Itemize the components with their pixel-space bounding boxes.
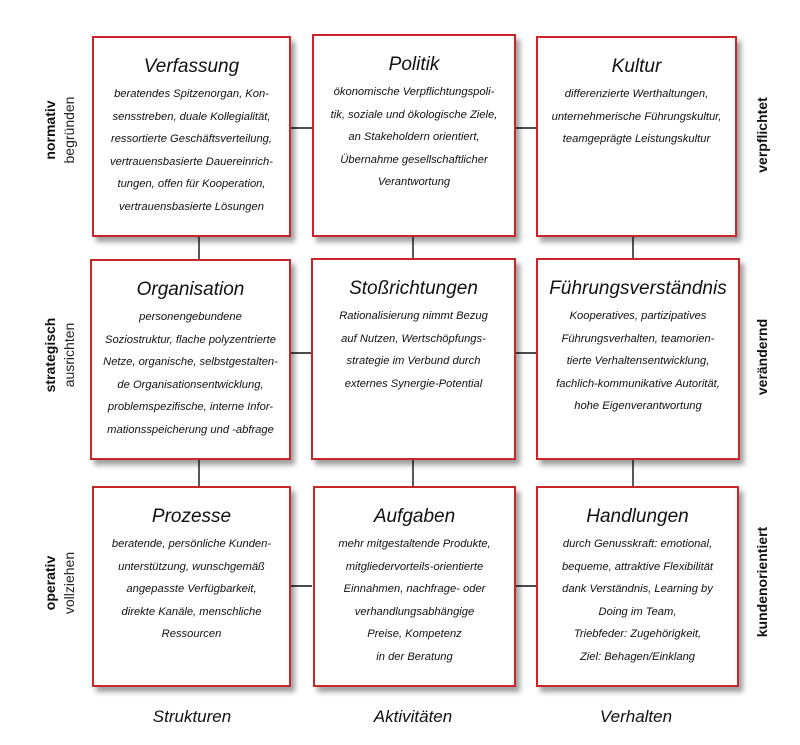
cell-handlungen <box>536 486 739 687</box>
cell-title: Kultur <box>611 56 662 77</box>
cell-line: dank Verständnis, Learning by <box>562 583 713 595</box>
cell-line: Preise, Kompetenz <box>367 628 462 640</box>
cell-line: Einnahmen, nachfrage- oder <box>343 583 486 595</box>
cell-line: tik, soziale und ökologische Ziele, <box>330 108 498 121</box>
cell-title: Prozesse <box>151 506 232 527</box>
cell-line: auf Nutzen, Wertschöpfungs- <box>341 332 486 345</box>
cell-line: externes Synergie-Potential <box>344 377 483 390</box>
cell-body <box>538 533 737 668</box>
cell-body <box>94 533 289 646</box>
row-label-main: operativ <box>42 555 58 611</box>
cell-line: an Stakeholdern orientiert, <box>348 131 480 143</box>
cell-title: Stoßrichtungen <box>349 278 478 299</box>
cell-line: Übernahme gesellschaftlicher <box>340 153 488 166</box>
cell-line: beratendes Spitzenorgan, Kon- <box>114 88 269 100</box>
row-label-operativ <box>36 473 84 693</box>
cell-line: ressortierte Geschäftsverteilung, <box>110 133 273 145</box>
cell-line: mationsspeicherung und -abfrage <box>107 423 274 436</box>
cell-body <box>314 81 514 194</box>
cell-line: teamgeprägte Leistungskultur <box>562 133 711 145</box>
cell-title: Organisation <box>136 279 245 300</box>
cell-stossrichtungen <box>311 258 516 460</box>
cell-line: Ziel: Behagen/Einklang <box>579 650 696 663</box>
cell-line: Triebfeder: Zugehörigkeit, <box>573 628 702 640</box>
right-label-kundenorientiert: kundenorientiert <box>754 526 770 638</box>
cell-line: durch Genusskraft: emotional, <box>562 538 713 550</box>
cell-title: Verfassung <box>143 56 240 77</box>
row-label-sub: begründen <box>61 96 77 164</box>
cell-line: Ressourcen <box>161 628 222 640</box>
cell-verfassung <box>92 36 291 237</box>
cell-body <box>94 83 289 218</box>
cell-line: vertrauensbasierte Lösungen <box>119 200 264 213</box>
column-label-verhalten: Verhalten <box>599 707 673 726</box>
cell-line: strategie im Verbund durch <box>346 355 481 367</box>
cell-line: mitgliedervorteils-orientierte <box>345 560 484 573</box>
cell-politik <box>312 34 516 237</box>
cell-line: unterstützung, wunschgemäß <box>118 560 265 573</box>
cell-line: personengebundene <box>139 311 242 323</box>
column-label-aktivitaeten: Aktivitäten <box>373 707 453 726</box>
cell-line: Führungsverhalten, teamorien- <box>561 332 715 345</box>
cell-body <box>538 305 738 418</box>
row-label-strategisch <box>36 245 84 465</box>
cell-line: unternehmerische Führungskultur, <box>551 110 722 123</box>
cell-line: bequeme, attraktive Flexibilität <box>561 560 714 573</box>
cell-line: angepasste Verfügbarkeit, <box>126 583 257 595</box>
cell-line: ökonomische Verpflichtungspoli- <box>333 86 495 98</box>
cell-title: Handlungen <box>586 506 689 527</box>
cell-line: beratende, persönliche Kunden- <box>111 538 272 550</box>
cell-body <box>313 305 514 395</box>
cell-line: mehr mitgestaltende Produkte, <box>338 538 491 550</box>
right-label-veraendernd: verändernd <box>754 318 770 396</box>
cell-line: Soziostruktur, flache polyzentrierte <box>104 333 276 346</box>
cell-line: tungen, offen für Kooperation, <box>117 178 266 190</box>
cell-line: sensstreben, duale Kollegialität, <box>112 110 271 123</box>
cell-line: differenzierte Werthaltungen, <box>564 88 709 100</box>
cell-line: de Organisationsentwicklung, <box>117 378 264 391</box>
cell-body <box>538 83 735 151</box>
cell-line: verhandlungsabhängige <box>354 605 475 618</box>
cell-line: Verantwortung <box>377 176 451 188</box>
cell-aufgaben <box>313 486 516 687</box>
cell-line: fachlich-kommunikative Autorität, <box>556 377 720 390</box>
cell-line: in der Beratung <box>376 650 453 663</box>
cell-line: Rationalisierung nimmt Bezug <box>339 310 488 322</box>
cell-body <box>315 533 514 668</box>
row-label-main: strategisch <box>42 317 58 393</box>
row-label-sub: vollziehen <box>61 551 77 615</box>
cell-line: Kooperatives, partizipatives <box>569 310 707 322</box>
cell-line: Doing im Team, <box>598 605 677 618</box>
right-label-verpflichtet: verpflichtet <box>754 97 770 173</box>
row-label-normativ <box>36 20 84 240</box>
cell-line: hohe Eigenverantwortung <box>574 400 702 412</box>
cell-line: problemspezifische, interne Infor- <box>107 401 274 413</box>
cell-prozesse <box>92 486 291 687</box>
cell-kultur <box>536 36 737 237</box>
column-label-strukturen: Strukturen <box>152 707 232 726</box>
cell-title: Aufgaben <box>373 506 456 527</box>
cell-title: Führungsverständnis <box>549 278 727 299</box>
cell-line: vertrauensbasierte Dauereinrich- <box>110 155 273 168</box>
cell-line: Netze, organische, selbstgestalten- <box>103 356 278 368</box>
row-label-sub: ausrichten <box>61 322 77 388</box>
cell-fuehrungsverstaendnis <box>536 258 740 460</box>
cell-body <box>92 306 289 441</box>
cell-line: tierte Verhaltensentwicklung, <box>566 355 710 367</box>
cell-organisation <box>90 259 291 460</box>
cell-title: Politik <box>388 54 440 75</box>
row-label-main: normativ <box>42 100 58 160</box>
cell-line: direkte Kanäle, menschliche <box>121 605 262 618</box>
